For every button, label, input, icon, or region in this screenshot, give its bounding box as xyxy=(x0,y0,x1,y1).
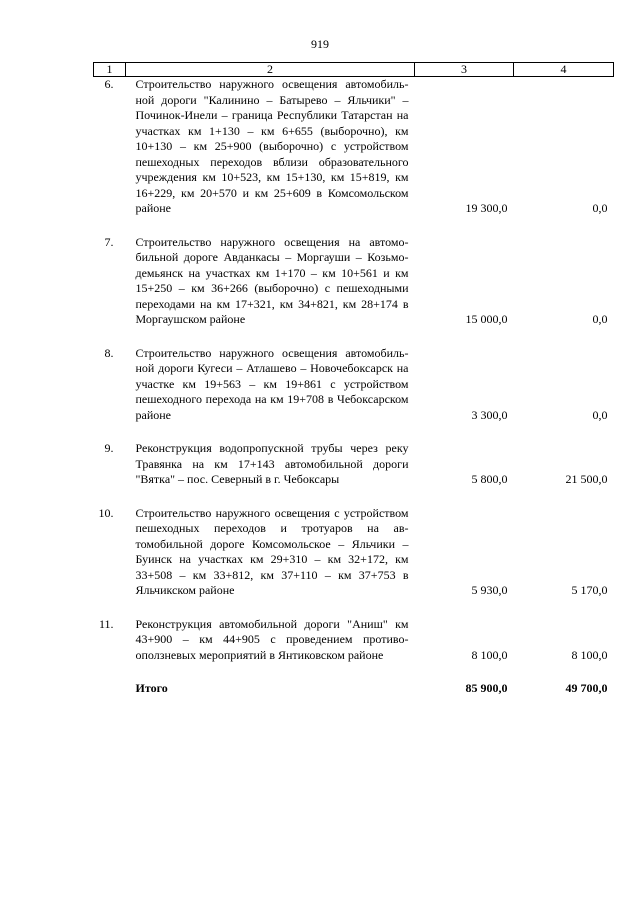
row-number: 10. xyxy=(98,505,114,520)
total-row xyxy=(94,681,614,697)
row-number: 11. xyxy=(98,616,114,631)
table-header-row xyxy=(94,63,614,77)
row-number: 8. xyxy=(104,345,114,360)
row-number: 6. xyxy=(104,77,114,91)
header-col-3: 3 xyxy=(415,63,514,77)
total-value-col4: 49 700,0 xyxy=(565,681,608,695)
row-number: 7. xyxy=(104,234,114,249)
row-value-col3: 5 930,0 xyxy=(471,583,508,597)
row-value-col4: 21 500,0 xyxy=(565,472,608,486)
row-value-col3: 19 300,0 xyxy=(465,201,508,215)
header-col-2: 2 xyxy=(126,63,415,77)
table-row xyxy=(94,235,614,328)
row-value-col3: 15 000,0 xyxy=(465,312,508,326)
row-value-col4: 0,0 xyxy=(592,312,608,326)
row-value-col3: 8 100,0 xyxy=(471,647,508,662)
row-description: Реконструкция автомобильной дороги "Аниш" км 43+900 – км 44+905 с проведением противооползневых мероприятий в Янтиковском районе xyxy=(135,616,409,662)
table-row xyxy=(94,506,614,599)
row-value-col4: 5 170,0 xyxy=(571,583,608,597)
row-description: Строительство наружного освещения с устройством пешеходных переходов и тротуаров на автомобильной дороге Комсомольское – Яльчики – Буинск на участках км 29+310 – км 32+172, км 33+508 – км 33+812, км 37+110 – км 37+753 в Яльчикском районе xyxy=(135,505,409,597)
row-description: Реконструкция водопропускной трубы через реку Травянка на км 17+143 автомобильной дороги "Вятка" – пос. Северный в г. Чебоксары xyxy=(135,441,409,486)
row-description: Строительство наружного освещения на автомобильной дороге Авданкасы – Моргауши – Козьмодемьянск на участках км 1+170 – км 10+561 и км 15+250 – км 36+266 (выборочно) с пешеходными переходами на км 17+321, км 34+821, км 28+174 в Моргаушском районе xyxy=(135,234,409,326)
road-works-table xyxy=(93,62,614,697)
row-value-col4: 0,0 xyxy=(592,201,608,215)
table-row xyxy=(94,346,614,424)
table-row xyxy=(94,77,614,217)
row-description: Строительство наружного освещения автомобильной дороги "Калинино – Батырево – Яльчики" – Починок-Инели – граница Республики Татарстан на участках км 1+130 – км 6+655 (выборочно), км 10+130 – км 25+900 (выборочно) с устройством пешеходных переходов вблизи образовательного учреждения км 10+523, км 15+130, км 15+819, км 16+229, км 20+570 и км 25+609 в Комсомольском районе xyxy=(135,77,409,215)
row-number: 9. xyxy=(104,441,114,455)
row-value-col4: 0,0 xyxy=(592,407,608,422)
row-description: Строительство наружного освещения автомобильной дороги Кугеси – Атлашево – Новочебоксарск на участке км 19+563 – км 19+861 с устройством пешеходного перехода на км 19+708 в Чебоксарском районе xyxy=(135,345,409,422)
row-value-col3: 5 800,0 xyxy=(471,472,508,486)
total-label: Итого xyxy=(135,681,168,695)
table-row xyxy=(94,617,614,664)
total-value-col3: 85 900,0 xyxy=(465,681,508,695)
header-col-4: 4 xyxy=(514,63,614,77)
page-number: 919 xyxy=(311,37,329,51)
header-col-1: 1 xyxy=(94,63,126,77)
row-value-col3: 3 300,0 xyxy=(471,407,508,422)
table-row xyxy=(94,441,614,488)
row-value-col4: 8 100,0 xyxy=(571,647,608,662)
